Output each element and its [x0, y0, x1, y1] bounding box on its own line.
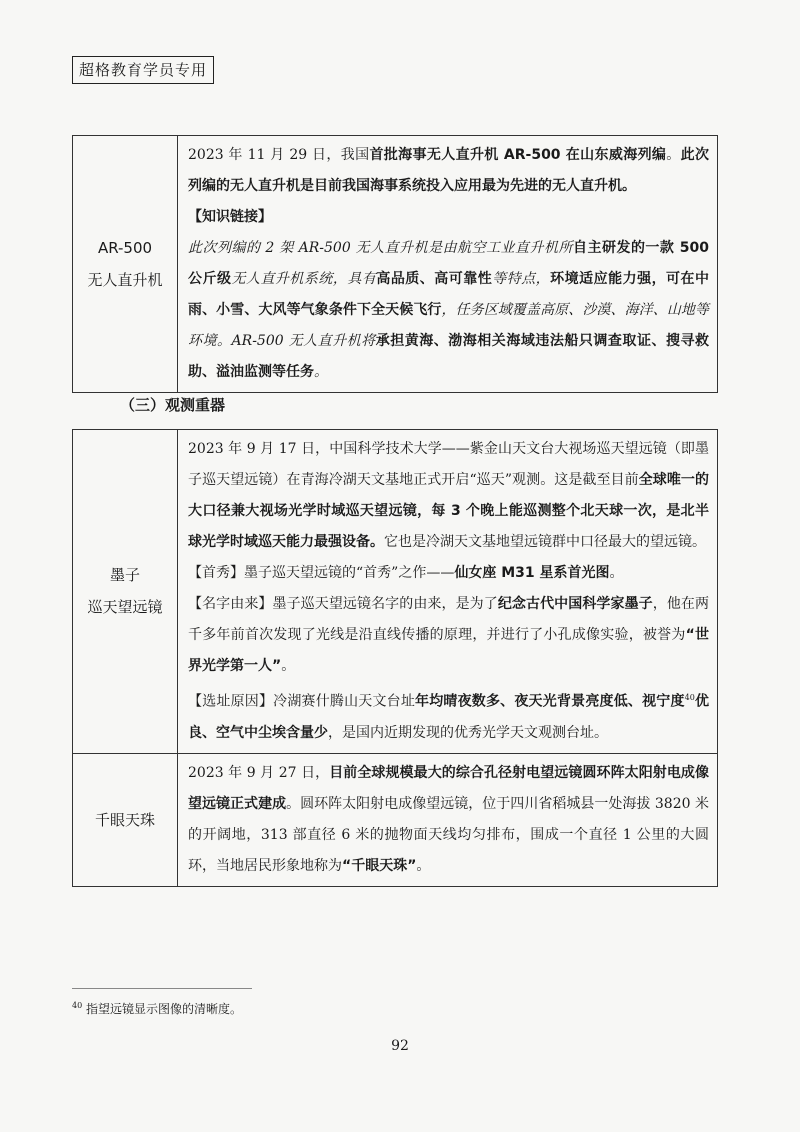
bold-run: 环境适应能力强，可在中雨、小雪、大风等气象条件下全天候飞行 [188, 271, 710, 318]
table-row [73, 430, 718, 754]
text-run: 冷湖赛什腾山天文台址 [273, 693, 416, 710]
bold-run: 仙女座 M31 星系首光图 [454, 565, 610, 581]
paragraph [188, 140, 709, 202]
table-row [73, 136, 718, 393]
text-run: 2023 年 9 月 17 日，中国科学技术大学——紫金山天文台大视场巡天望远镜（即墨子巡天望远镜）在青海冷湖天文基地正式开启“巡天”观测。这是截至目前 [188, 441, 709, 488]
bold-run: 首批海事无人直升机 AR-500 在山东威海列编 [369, 147, 667, 163]
text-run: 。 [666, 147, 681, 163]
text-run: ，他在两千多年前首次发现了光线是沿直线传播的原理，并进行了小孔成像实验，被誉为 [188, 596, 710, 643]
bold-run: 高品质、高可靠性 [376, 271, 493, 287]
row-body-cell [178, 753, 718, 886]
footnote-text: 指望远镜显示图像的清晰度。 [86, 1002, 243, 1016]
paragraph [188, 758, 709, 882]
section-title: （三）观测重器 [120, 396, 226, 414]
bold-run: 目前全球规模最大的综合孔径射电望远镜圆环阵太阳射电成像望远镜正式建成 [188, 764, 709, 812]
bold-run: 优良、空气中尘埃含量少 [188, 693, 710, 741]
bold-run: “千眼天珠” [342, 857, 417, 874]
telescope-table [72, 429, 718, 887]
text-run: 。 [314, 364, 328, 380]
row-name-line1: AR-500 [97, 239, 153, 257]
row-name-line2: 巡天望远镜 [87, 598, 163, 617]
paragraph [188, 233, 709, 388]
text-run: 。 [281, 658, 296, 674]
text-run: 。圆环阵太阳射电成像望远镜，位于四川省稻城县一处海拔 3820 米的开阔地，313 部直径 6 米的抛物面天线均匀排布，围成一个直径 1 公里的大圆环，当地居民形象地称为 [188, 795, 709, 874]
link-label: 【知识链接】 [188, 209, 272, 225]
text-run: 。 [609, 565, 624, 581]
page-number: 92 [391, 1038, 409, 1054]
bold-run: 年均晴夜数多、夜天光背景亮度低、视宁度 [415, 693, 685, 710]
footnote [72, 1000, 242, 1017]
row-name-cell: 千眼天珠 [73, 753, 178, 886]
row-body-cell [178, 136, 718, 393]
row-body-cell [178, 430, 718, 754]
text-run: 2023 年 11 月 29 日，我国 [188, 147, 370, 163]
bold-run: “世界光学第一人” [188, 627, 709, 674]
bold-run: 承担黄海、渤海相关海域违法船只调查取证、搜寻救助、溢油监测等任务 [188, 333, 710, 380]
row-name-cell [73, 430, 178, 754]
text-run: 此次列编的 2 架 AR-500 无人直升机是由航空工业直升机所 [188, 240, 573, 256]
label: 【名字由来】 [188, 596, 273, 612]
label: 【选址原因】 [188, 693, 274, 710]
footnote-ref: 40 [684, 693, 695, 702]
bold-run: 此次列编的无人直升机是目前我国海事系统投入应用最为先进的无人直升机。 [188, 147, 710, 194]
paragraph [188, 558, 709, 589]
text-run: 墨子巡天望远镜的“首秀”之作—— [244, 565, 455, 581]
text-run: 等特点， [492, 271, 551, 287]
row-name-cell [73, 136, 178, 393]
bold-run: 纪念古代中国科学家墨子 [497, 596, 653, 612]
bold-run: 自主研发的一款 500 公斤级 [188, 240, 709, 287]
bold-run: 全球唯一的大口径兼大视场光学时域巡天望远镜，每 3 个晚上能巡测整个北天球一次，是北半球光学时域巡天能力最强设备。 [188, 472, 709, 550]
text-run: 无人直升机系统，具有 [231, 271, 377, 287]
paragraph [188, 589, 709, 682]
label: 【首秀】 [188, 565, 244, 581]
table-row [73, 753, 718, 886]
text-run: 。 [416, 857, 431, 874]
paragraph [188, 682, 709, 749]
footnote-marker: 40 [72, 1001, 83, 1010]
text-run: 墨子巡天望远镜名字的由来，是为了 [272, 596, 498, 612]
header-stamp: 超格教育学员专用 [72, 56, 214, 84]
text-run: ，是国内近期发现的优秀光学天文观测台址。 [328, 724, 608, 741]
footnote-divider [72, 988, 252, 989]
ar500-table [72, 135, 718, 393]
row-name-line1: 墨子 [109, 566, 140, 585]
text-run: ，任务区域覆盖高原、沙漠、海洋、山地等环境。AR-500 无人直升机将 [188, 302, 709, 349]
paragraph [188, 434, 709, 558]
row-name-line2: 无人直升机 [87, 271, 163, 289]
text-run: 2023 年 9 月 27 日， [188, 764, 330, 781]
text-run: 它也是冷湖天文基地望远镜群中口径最大的望远镜。 [384, 534, 706, 550]
